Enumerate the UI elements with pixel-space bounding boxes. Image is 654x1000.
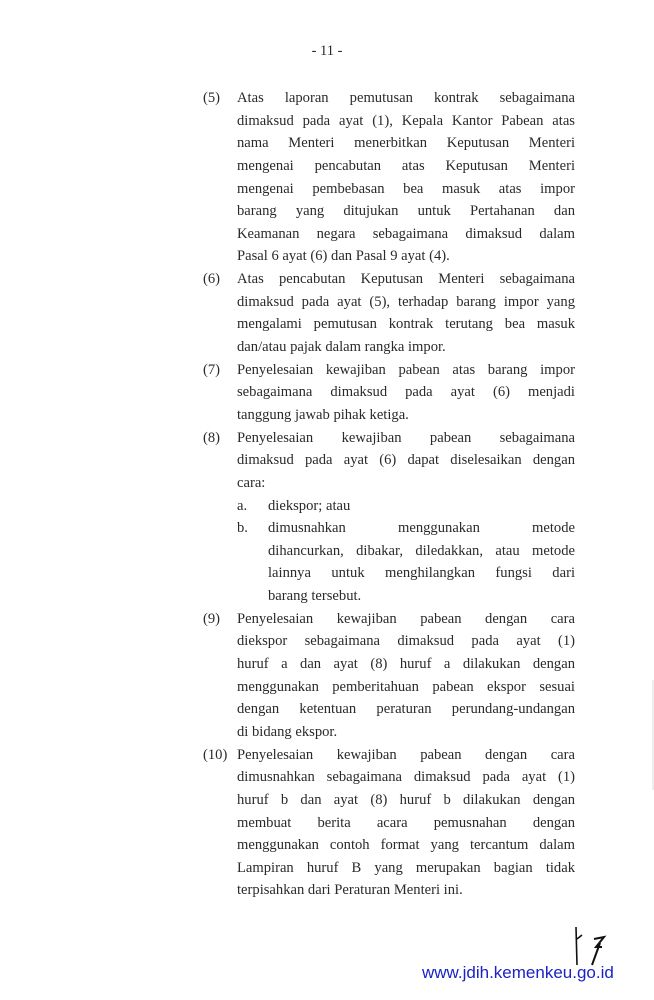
text-line: cara: <box>237 474 266 491</box>
text-line: Penyelesaian kewajiban pabean dengan cara <box>237 610 575 627</box>
text-line: Pasal 6 ayat (6) dan Pasal 9 ayat (4). <box>237 248 450 265</box>
text-line: dengan ketentuan peraturan perundang-undangan <box>237 701 575 718</box>
text-line: huruf a dan ayat (8) huruf a dilakukan dengan <box>237 656 575 673</box>
text-line: dimaksud pada ayat (5), terhadap barang impor yang <box>237 293 575 310</box>
text-line: mengalami pemutusan kontrak terutang bea masuk <box>237 316 575 333</box>
text-line: Penyelesaian kewajiban pabean atas barang impor <box>237 361 575 378</box>
text-line: dimaksud pada ayat (1), Kepala Kantor Pabean atas <box>237 112 575 129</box>
text-line: diekspor; atau <box>268 497 351 514</box>
text-line: di bidang ekspor. <box>237 723 338 740</box>
text-line: menggunakan contoh format yang tercantum dalam <box>237 837 575 854</box>
text-line: sebagaimana dimaksud pada ayat (6) menjadi <box>237 384 575 401</box>
text-line: Atas pencabutan Keputusan Menteri sebagaimana <box>237 271 575 288</box>
paragraph-number: (9) <box>203 610 221 627</box>
text-line: barang tersebut. <box>268 588 362 605</box>
footer-url-link[interactable]: www.jdih.kemenkeu.go.id <box>422 963 614 982</box>
text-line: mengenai pembebasan bea masuk atas impor <box>237 180 575 197</box>
sub-item <box>237 517 575 608</box>
text-line: dan/atau pajak dalam rangka impor. <box>237 339 446 356</box>
paragraph-item <box>203 87 575 268</box>
text-line: lainnya untuk menghilangkan fungsi dari <box>268 565 575 582</box>
text-line: dimusnahkan sebagaimana dimaksud pada ayat (1) <box>237 769 575 786</box>
document-body <box>203 87 575 902</box>
text-line: dimusnahkan menggunakan metode <box>268 520 575 537</box>
text-line: Keamanan negara sebagaimana dimaksud dalam <box>237 225 575 242</box>
text-line: dihancurkan, dibakar, diledakkan, atau metode <box>268 542 575 559</box>
paragraph-number: (7) <box>203 361 221 378</box>
paragraph-item <box>203 744 575 902</box>
text-line: mengenai pencabutan atas Keputusan Menteri <box>237 157 575 174</box>
paragraph-number: (5) <box>203 90 221 106</box>
paragraph-item <box>203 268 575 359</box>
sub-item-letter: a. <box>237 497 248 514</box>
text-line: nama Menteri menerbitkan Keputusan Menteri <box>237 135 575 152</box>
text-line: barang yang ditujukan untuk Pertahanan dan <box>237 203 575 220</box>
text-line: menggunakan pemberitahuan pabean ekspor sesuai <box>237 678 575 695</box>
text-line: Lampiran huruf B yang merupakan bagian tidak <box>237 859 575 876</box>
sub-item-letter: b. <box>237 520 248 537</box>
paragraph-item <box>203 608 575 744</box>
text-line: Penyelesaian kewajiban pabean sebagaimana <box>237 429 575 446</box>
paragraph-number: (8) <box>203 429 221 446</box>
paragraph-number: (6) <box>203 271 221 288</box>
text-line: Atas laporan pemutusan kontrak sebagaimana <box>237 90 575 106</box>
paragraph-item <box>203 427 575 608</box>
text-line: tanggung jawab pihak ketiga. <box>237 406 409 423</box>
text-line: dimaksud pada ayat (6) dapat diselesaikan dengan <box>237 452 575 469</box>
page-number: - 11 - <box>311 43 343 59</box>
sub-item <box>237 495 575 518</box>
paragraph-number: (10) <box>203 746 228 763</box>
text-line: diekspor sebagaimana dimaksud pada ayat (1) <box>237 633 575 650</box>
text-line: membuat berita acara pemusnahan dengan <box>237 814 575 831</box>
paragraph-item <box>203 359 575 427</box>
text-line: terpisahkan dari Peraturan Menteri ini. <box>237 882 463 899</box>
text-line: huruf b dan ayat (8) huruf b dilakukan dengan <box>237 791 575 808</box>
text-line: Penyelesaian kewajiban pabean dengan cara <box>237 746 575 763</box>
